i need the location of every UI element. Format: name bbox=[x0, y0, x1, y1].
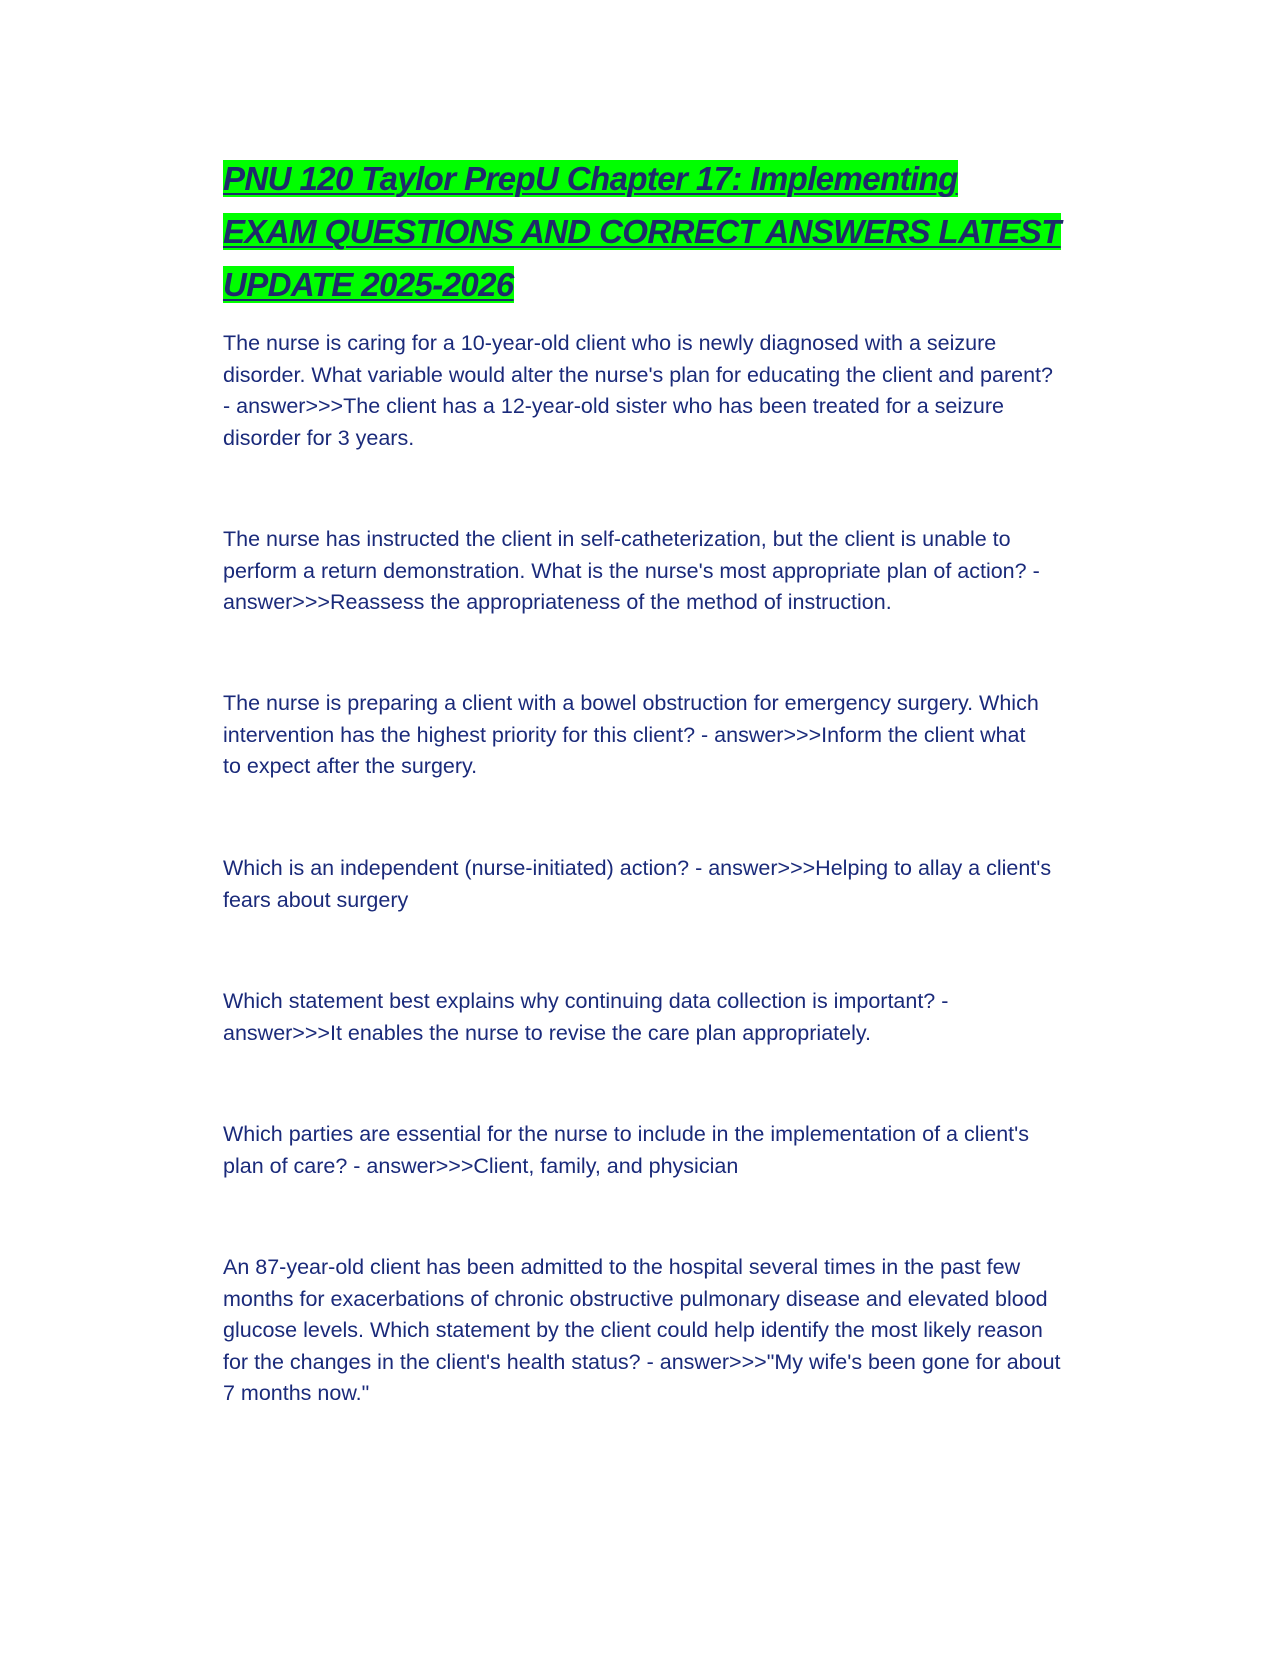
title-line-1: PNU 120 Taylor PrepU Chapter 17: Implementing bbox=[223, 160, 958, 197]
qa-item-1 bbox=[223, 328, 1123, 454]
qa-line: answer>>>It enables the nurse to revise the care plan appropriately. bbox=[223, 1020, 871, 1045]
qa-line: The nurse is caring for a 10-year-old client who is newly diagnosed with a seizure bbox=[223, 331, 997, 355]
qa-item-6 bbox=[223, 1119, 1123, 1182]
qa-line: Which statement best explains why continuing data collection is important? - bbox=[223, 989, 949, 1013]
qa-line: disorder. What variable would alter the nurse's plan for educating the client and parent? bbox=[223, 362, 1053, 387]
document-title bbox=[223, 152, 1123, 311]
qa-line: - answer>>>The client has a 12-year-old sister who has been treated for a seizure bbox=[223, 394, 1004, 418]
qa-item-2 bbox=[223, 524, 1123, 619]
qa-item-4 bbox=[223, 853, 1123, 916]
qa-line: answer>>>Reassess the appropriateness of the method of instruction. bbox=[223, 590, 892, 614]
qa-line: The nurse is preparing a client with a bowel obstruction for emergency surgery. Which bbox=[223, 691, 1039, 715]
qa-line: 7 months now." bbox=[223, 1381, 370, 1405]
qa-line: intervention has the highest priority for this client? - answer>>>Inform the client what bbox=[223, 722, 1026, 747]
qa-line: An 87-year-old client has been admitted to the hospital several times in the past few bbox=[223, 1255, 1021, 1279]
qa-line: glucose levels. Which statement by the client could help identify the most likely reason bbox=[223, 1318, 1043, 1342]
qa-line: disorder for 3 years. bbox=[223, 425, 415, 450]
title-line-3: UPDATE 2025-2026 bbox=[223, 266, 514, 303]
qa-line: Which is an independent (nurse-initiated) action? - answer>>>Helping to allay a client's bbox=[223, 856, 1052, 880]
qa-line: fears about surgery bbox=[223, 887, 409, 912]
qa-line: for the changes in the client's health status? - answer>>>"My wife's been gone for about bbox=[223, 1349, 1061, 1374]
qa-line: months for exacerbations of chronic obstructive pulmonary disease and elevated blood bbox=[223, 1286, 1048, 1311]
qa-line: The nurse has instructed the client in self-catheterization, but the client is unable to bbox=[223, 527, 1011, 551]
qa-item-5 bbox=[223, 986, 1123, 1049]
qa-line: perform a return demonstration. What is the nurse's most appropriate plan of action? - bbox=[223, 558, 1040, 583]
qa-line: Which parties are essential for the nurse to include in the implementation of a client's bbox=[223, 1122, 1029, 1146]
qa-item-7 bbox=[223, 1252, 1123, 1410]
qa-item-3 bbox=[223, 688, 1123, 783]
title-line-2: EXAM QUESTIONS AND CORRECT ANSWERS LATEST bbox=[223, 213, 1061, 250]
qa-line: to expect after the surgery. bbox=[223, 754, 478, 778]
qa-line: plan of care? - answer>>>Client, family, and physician bbox=[223, 1153, 739, 1178]
